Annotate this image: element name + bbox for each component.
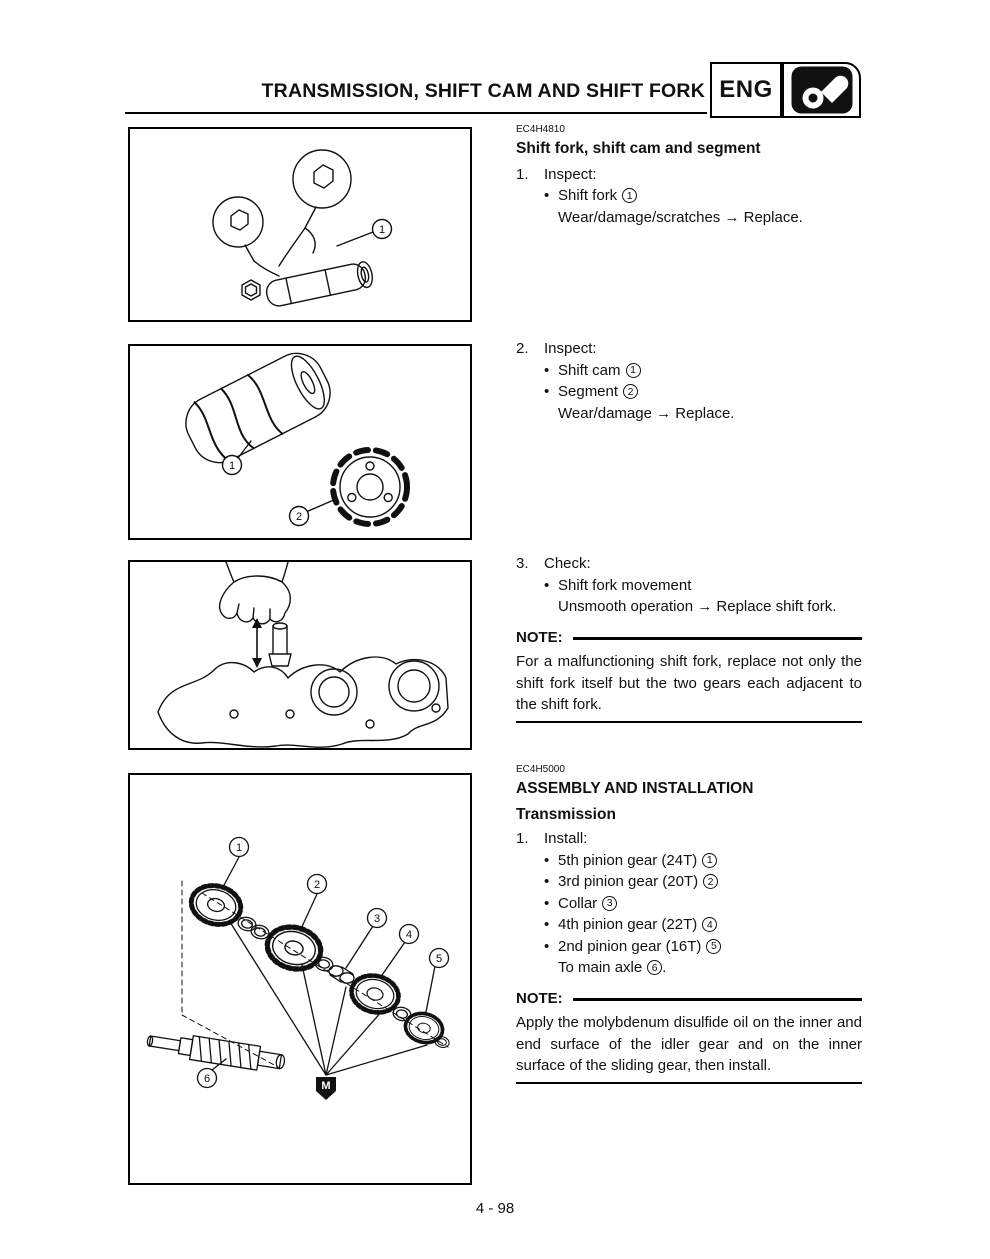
bullet-text: 2nd pinion gear (16T) — [558, 937, 702, 955]
section-heading: Shift fork, shift cam and segment — [516, 140, 761, 157]
step-label: Check: — [544, 555, 591, 572]
note-label: NOTE: — [516, 989, 563, 1007]
bullet-dot — [544, 850, 558, 872]
step-number: 3. — [516, 555, 529, 572]
step-label: Install: — [544, 830, 588, 847]
bullet-text: Shift fork — [558, 187, 618, 204]
figure4-callout-5: 5 — [435, 953, 443, 965]
result-text: Wear/damage/scratches → Replace. — [558, 208, 803, 226]
bullet-text: 3rd pinion gear (20T) — [558, 873, 699, 890]
install-target-suffix: . — [662, 959, 667, 976]
bullet-item — [544, 893, 862, 915]
section-code: EC4H5000 — [516, 764, 565, 775]
step-line — [516, 164, 862, 186]
section-inspect-shift-fork — [516, 124, 862, 228]
pinion-gear-5th-drawing — [187, 881, 245, 930]
figure-box-fork-check — [128, 560, 472, 750]
bullet-item — [544, 871, 862, 893]
title-rule — [125, 112, 707, 114]
note-rule — [573, 998, 862, 1001]
install-target-text: To main axle — [558, 959, 643, 976]
shift-cam-drawing — [177, 346, 340, 472]
bullet-item — [544, 914, 862, 936]
bullet-dot — [544, 936, 558, 958]
circled-ref: 4 — [702, 917, 717, 932]
step-line — [516, 828, 862, 850]
figure-box-shift-cam — [128, 344, 472, 540]
bullet-dot — [544, 185, 558, 207]
step-line — [516, 553, 862, 575]
bullet-dot — [544, 360, 558, 382]
step-line — [516, 338, 862, 360]
section-check-shift-fork — [516, 553, 862, 723]
step-label: Inspect: — [544, 340, 597, 357]
figure-box-shift-fork — [128, 127, 472, 322]
bullet-text: Collar — [558, 894, 598, 912]
figure-box-transmission-exploded — [128, 773, 472, 1185]
figure1-callout-1: 1 — [378, 224, 386, 236]
circled-ref: 5 — [706, 939, 721, 954]
crankcase-drawing — [158, 657, 448, 747]
bullet-item — [544, 381, 862, 403]
segment-drawing — [333, 450, 407, 524]
figure4-callout-2: 2 — [313, 879, 321, 891]
figure4-callout-4: 4 — [405, 929, 413, 941]
circled-ref: 2 — [623, 384, 638, 399]
section-heading: ASSEMBLY AND INSTALLATION — [516, 780, 754, 797]
result-text: Unsmooth operation → Replace shift fork. — [558, 598, 837, 615]
step-number: 2. — [516, 340, 529, 357]
step-number: 1. — [516, 830, 529, 847]
circled-ref: 2 — [703, 874, 718, 889]
bullet-item — [544, 936, 862, 958]
section-inspect-shift-cam — [516, 338, 862, 424]
figure-fork-check — [130, 562, 470, 748]
figure2-callout-2: 2 — [295, 511, 303, 523]
section-assembly-installation — [516, 764, 862, 1084]
engine-icon-box — [782, 62, 861, 118]
step-label: Inspect: — [544, 165, 597, 183]
shift-fork-drawing — [213, 150, 392, 308]
bullet-text: 4th pinion gear (22T) — [558, 916, 698, 933]
bullet-text: 5th pinion gear (24T) — [558, 851, 698, 869]
bullet-item — [544, 575, 862, 597]
figure-shift-cam-segment — [130, 346, 470, 538]
hand-drawing — [220, 562, 291, 624]
note-header — [516, 627, 862, 649]
circled-ref: 1 — [622, 188, 637, 203]
note-label: NOTE: — [516, 628, 563, 646]
figure4-callout-6: 6 — [203, 1073, 211, 1085]
bullet-item — [544, 850, 862, 872]
bullet-item — [544, 360, 862, 382]
bullet-dot — [544, 893, 558, 915]
oil-symbol-label: M — [321, 1080, 331, 1092]
engine-icon — [790, 65, 854, 115]
note-header — [516, 988, 862, 1010]
circled-ref: 1 — [702, 853, 717, 868]
section-subheading: Transmission — [516, 805, 616, 823]
bullet-text: Shift cam — [558, 361, 621, 379]
movement-arrow — [252, 618, 262, 668]
figure2-callout-1: 1 — [228, 460, 236, 472]
figure-shift-fork — [130, 129, 470, 320]
figure4-callout-1: 1 — [235, 842, 243, 854]
bullet-text: Segment — [558, 383, 619, 400]
bullet-dot — [544, 914, 558, 936]
eng-badge: ENG — [710, 62, 782, 118]
page-title: TRANSMISSION, SHIFT CAM AND SHIFT FORK — [261, 80, 705, 102]
note-underline — [516, 1082, 862, 1084]
circled-ref: 6 — [647, 960, 662, 975]
pinion-gear-2nd-drawing — [402, 1010, 445, 1047]
section-code: EC4H4810 — [516, 124, 565, 135]
circled-ref: 3 — [602, 896, 617, 911]
note-text: For a malfunctioning shift fork, replace not only the shift fork itself but the two gears each adjacent to the shift fork. — [516, 653, 862, 713]
note-underline — [516, 721, 862, 723]
circled-ref: 1 — [626, 363, 641, 378]
page-number: 4 - 98 — [475, 1200, 515, 1217]
figure-transmission-exploded — [130, 775, 470, 1183]
figure4-callout-3: 3 — [373, 913, 381, 925]
bullet-dot — [544, 575, 558, 597]
bullet-dot — [544, 381, 558, 403]
install-target-line — [558, 957, 862, 979]
note-rule — [573, 637, 862, 640]
step-number: 1. — [516, 165, 529, 183]
bullet-item — [544, 185, 862, 207]
fork-pin-drawing — [269, 623, 291, 666]
bullet-text: Shift fork movement — [558, 576, 692, 594]
note-text: Apply the molybdenum disulfide oil on the inner and end surface of the idler gear and on the inner surface of the sliding gear, then install. — [516, 1014, 862, 1074]
result-text: Wear/damage → Replace. — [558, 404, 735, 422]
bullet-dot — [544, 871, 558, 893]
